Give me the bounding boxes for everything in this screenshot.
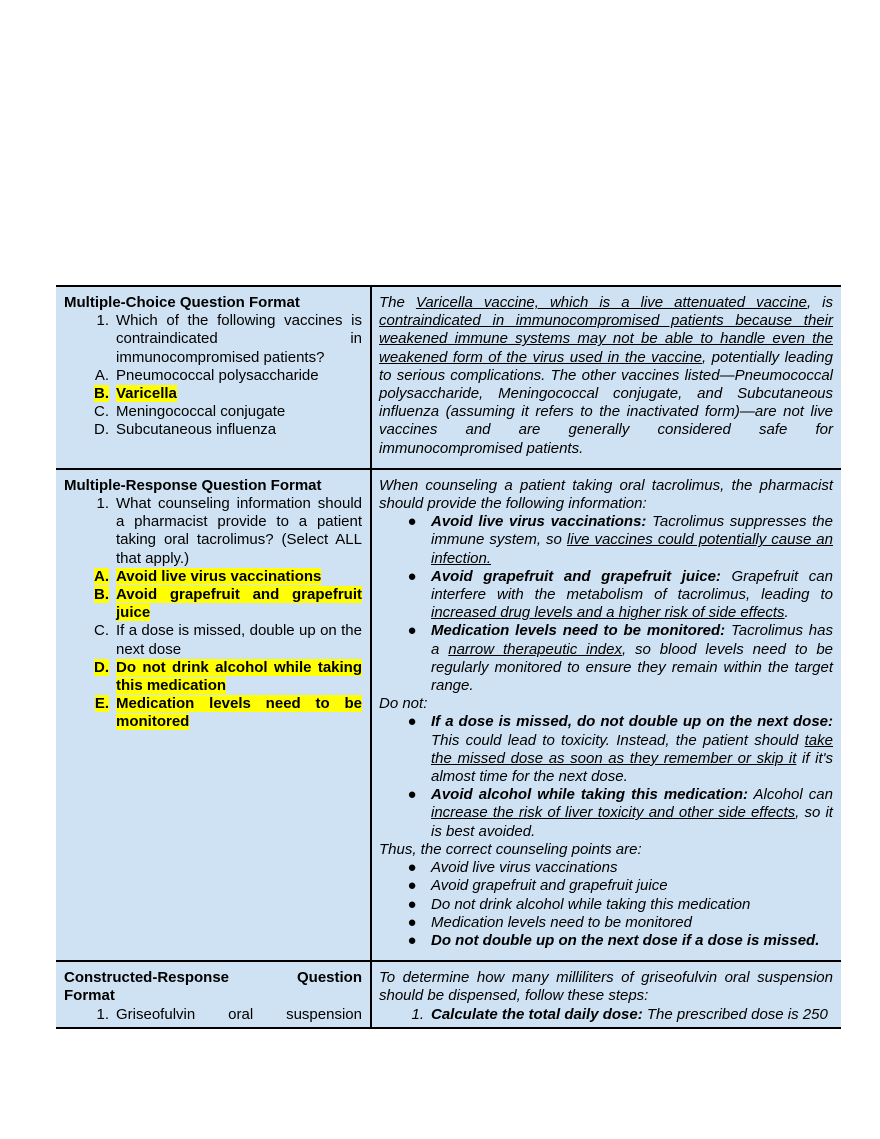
question-number: 1. xyxy=(96,495,109,513)
option-item xyxy=(64,385,362,403)
options-list xyxy=(64,568,362,732)
bullet-icon: ● xyxy=(407,931,417,949)
option-letter xyxy=(64,568,116,586)
option-text xyxy=(116,659,362,695)
answer-underline: contraindicated in immunocompromised patients because their weakened immune systems may not be able to handle even the weakened form of the virus used in the vaccine xyxy=(379,312,833,366)
summary-text: Do not drink alcohol while taking this medication xyxy=(431,895,751,913)
option-item xyxy=(64,367,362,385)
option-item xyxy=(64,659,362,695)
question-word: oral xyxy=(228,1005,254,1023)
option-text: Subcutaneous influenza xyxy=(116,421,277,439)
question-number: 1. xyxy=(96,312,109,330)
donot-label: Do not: xyxy=(379,695,428,713)
step-body: The prescribed dose is 250 xyxy=(642,1005,828,1023)
bullet-underline: live vaccines could potentially cause an infection. xyxy=(431,531,833,567)
summary-item xyxy=(379,914,833,932)
format-title-part: Constructed-Response xyxy=(64,969,230,987)
option-letter xyxy=(64,659,116,695)
bullet-body: if it's almost time for the next dose. xyxy=(431,749,833,786)
summary-text: Avoid live virus vaccinations xyxy=(431,859,618,877)
option-text xyxy=(116,586,362,622)
option-letter xyxy=(64,586,116,622)
format-title-line2: Format xyxy=(64,987,115,1005)
format-title xyxy=(64,969,362,987)
bullet-underline: increased drug levels and a higher risk of side effects xyxy=(431,604,785,622)
bullet-icon: ● xyxy=(407,895,417,913)
option-letter-highlight: A. xyxy=(94,567,109,585)
option-text xyxy=(116,695,362,731)
bullet-underline: increase the risk of liver toxicity and other side effects xyxy=(431,804,796,822)
bullet-body: , so blood levels need to be regularly monitored to ensure they remain within the target range. xyxy=(431,640,833,695)
bullet-text xyxy=(431,513,833,568)
question-item xyxy=(64,312,362,367)
option-letter xyxy=(64,695,116,731)
summary-text: Do not double up on the next dose if a dose is missed. xyxy=(431,931,820,949)
option-letter xyxy=(64,385,116,403)
question-cell xyxy=(56,469,371,961)
option-text xyxy=(116,385,362,403)
bullet-body: . xyxy=(784,604,789,622)
question-format-table xyxy=(56,285,841,1029)
summary-text: Avoid grapefruit and grapefruit juice xyxy=(431,877,668,895)
answer-text: , is xyxy=(806,294,833,311)
option-letter: A. xyxy=(94,366,109,384)
option-item xyxy=(64,695,362,731)
question-text: Which of the following vaccines is contraindicated in immunocompromised patients? xyxy=(116,312,362,366)
answer-underline: Varicella vaccine, which is a live attenuated vaccine xyxy=(415,294,807,311)
answer-cell xyxy=(371,469,841,961)
question-text: What counseling information should a pharmacist provide to a patient taking oral tacrolimus? (Select ALL that apply.) xyxy=(116,495,362,567)
option-letter-highlight: B. xyxy=(94,385,109,403)
bullet-text xyxy=(431,786,833,841)
step-text xyxy=(431,1006,833,1024)
bullet-bold: If a dose is missed, do not double up on the next dose: xyxy=(431,713,833,731)
bullet-text xyxy=(431,713,833,786)
answer-intro: To determine how many milliliters of griseofulvin oral suspension should be dispensed, follow these steps: xyxy=(379,969,833,1005)
bullet-text xyxy=(431,568,833,623)
option-letter: C. xyxy=(94,622,109,640)
option-item xyxy=(64,403,362,421)
bullet-icon: ● xyxy=(407,567,417,585)
table-row xyxy=(56,286,841,469)
option-text-highlight: Varicella xyxy=(116,385,177,403)
option-letter: D. xyxy=(94,421,109,439)
bullet-item xyxy=(379,786,833,841)
summary-label: Thus, the correct counseling points are: xyxy=(379,840,642,858)
bullet-body: , so it is best avoided. xyxy=(431,804,833,840)
bullet-item xyxy=(379,513,833,568)
option-item xyxy=(64,421,362,439)
option-text-highlight: Avoid grapefruit and grapefruit juice xyxy=(116,586,362,622)
bullet-underline: take the missed dose as soon as they remember or skip it xyxy=(431,731,833,767)
question-cell xyxy=(56,961,371,1028)
format-title: Multiple-Response Question Format xyxy=(64,476,322,494)
options-list xyxy=(64,367,362,440)
option-text xyxy=(116,568,362,586)
bullet-body: Tacrolimus has a xyxy=(431,622,833,658)
answer-intro: When counseling a patient taking oral tacrolimus, the pharmacist should provide the following information: xyxy=(379,476,833,513)
question-word: Griseofulvin xyxy=(116,1005,196,1023)
bullet-item xyxy=(379,622,833,695)
bullet-icon: ● xyxy=(407,913,417,931)
answer-bullets xyxy=(379,513,833,695)
answer-text: The xyxy=(379,294,416,311)
question-item xyxy=(64,1006,362,1024)
summary-bullets xyxy=(379,859,833,950)
question-cell xyxy=(56,286,371,469)
bullet-underline: narrow therapeutic index xyxy=(448,640,622,658)
summary-item xyxy=(379,859,833,877)
option-text: If a dose is missed, double up on the next dose xyxy=(116,622,362,658)
format-title: Multiple-Choice Question Format xyxy=(64,294,300,311)
bullet-icon: ● xyxy=(407,859,417,877)
bullet-body: Grapefruit can interfere with the metabolism of tacrolimus, leading to xyxy=(431,567,833,604)
bullet-icon: ● xyxy=(407,786,417,804)
question-item xyxy=(64,495,362,568)
question-text xyxy=(116,1006,362,1024)
bullet-icon: ● xyxy=(407,713,417,731)
bullet-item xyxy=(379,568,833,623)
option-letter-highlight: E. xyxy=(94,695,109,713)
table-row xyxy=(56,469,841,961)
option-text-highlight: Medication levels need to be monitored xyxy=(116,695,362,731)
step-bold: Calculate the total daily dose: xyxy=(431,1005,643,1023)
summary-text: Medication levels need to be monitored xyxy=(431,913,692,931)
step-number: 1. xyxy=(411,1005,424,1023)
option-letter-highlight: D. xyxy=(94,658,109,676)
answer-paragraph xyxy=(379,294,833,458)
answer-text: , potentially leading to serious complications. The other vaccines listed—Pneumococcal polysaccharide, Meningococcal conjugate, and Subcutaneous influenza (assuming it refers to the inactivated form)—are not live vaccines and are generally considered safe for immunocompromised patients. xyxy=(379,348,833,457)
option-text: Meningococcal conjugate xyxy=(116,403,286,421)
summary-item xyxy=(379,877,833,895)
bullet-icon: ● xyxy=(407,513,417,531)
option-item xyxy=(64,586,362,622)
option-item xyxy=(64,622,362,658)
bullet-item xyxy=(379,713,833,786)
bullet-icon: ● xyxy=(407,622,417,640)
option-text: Pneumococcal polysaccharide xyxy=(116,366,319,384)
answer-step xyxy=(379,1006,833,1024)
table-row xyxy=(56,961,841,1028)
question-word: suspension xyxy=(286,1005,362,1023)
bullet-body: This could lead to toxicity. Instead, the patient should xyxy=(431,731,805,749)
bullet-bold: Avoid alcohol while taking this medication: xyxy=(431,786,749,804)
bullet-body: Tacrolimus suppresses the immune system, so xyxy=(431,513,833,549)
option-text-highlight: Avoid live virus vaccinations xyxy=(116,567,322,585)
option-letter: C. xyxy=(94,403,109,421)
bullet-text xyxy=(431,622,833,695)
format-title-part: Question xyxy=(296,969,362,987)
answer-cell xyxy=(371,286,841,469)
option-letter-highlight: B. xyxy=(94,586,109,604)
question-number: 1. xyxy=(96,1005,109,1023)
summary-item xyxy=(379,896,833,914)
bullet-bold: Avoid live virus vaccinations: xyxy=(431,513,647,531)
answer-cell xyxy=(371,961,841,1028)
bullet-bold: Medication levels need to be monitored: xyxy=(431,622,726,640)
bullet-body: Alcohol can xyxy=(748,786,833,804)
option-text-highlight: Do not drink alcohol while taking this medication xyxy=(116,658,362,695)
donot-bullets xyxy=(379,713,833,840)
option-item xyxy=(64,568,362,586)
summary-item xyxy=(379,932,833,950)
bullet-bold: Avoid grapefruit and grapefruit juice: xyxy=(431,567,721,585)
bullet-icon: ● xyxy=(407,877,417,895)
